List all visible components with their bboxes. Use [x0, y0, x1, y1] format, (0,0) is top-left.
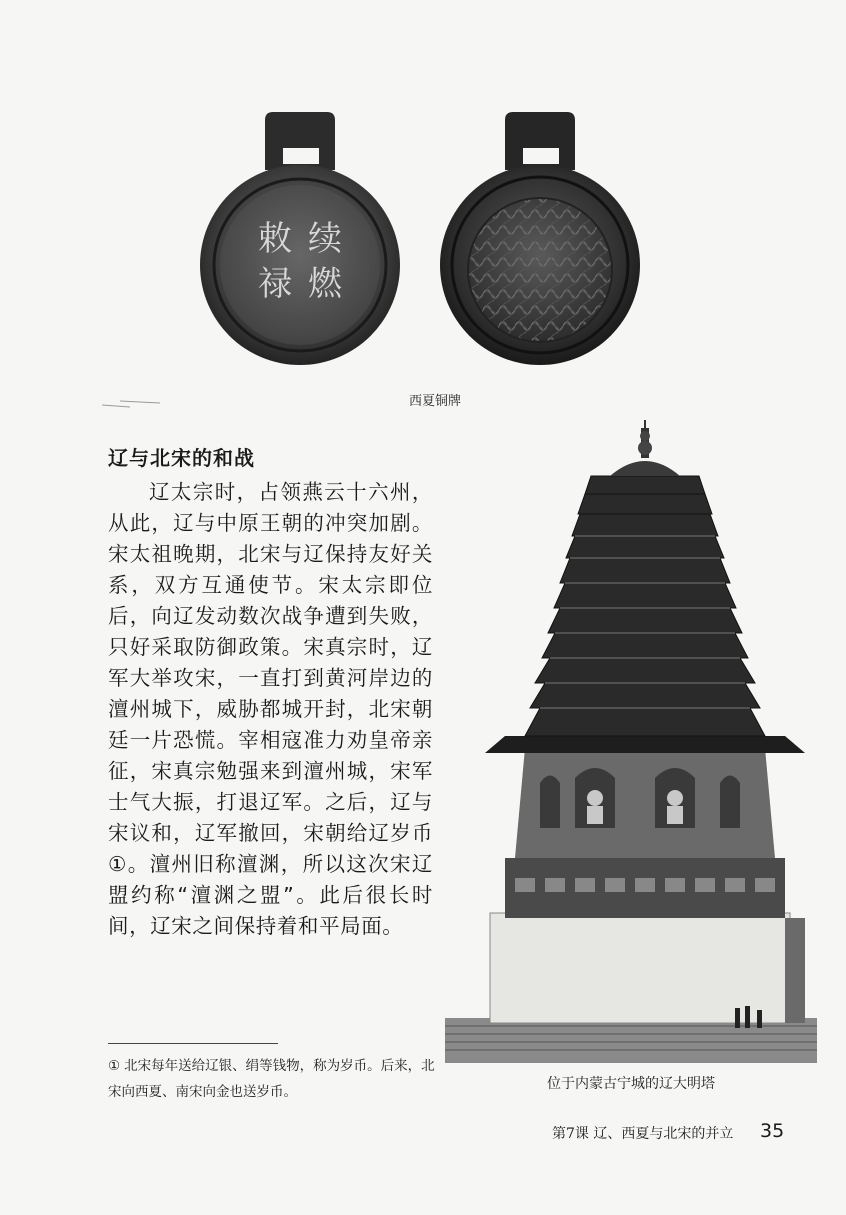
footnote-marker: ①	[108, 1058, 121, 1074]
page-number: 35	[760, 1120, 785, 1142]
plaque-char-4: 禄	[258, 264, 292, 304]
right-plaque	[440, 112, 640, 365]
plaque-char-2: 敕	[258, 219, 292, 259]
left-plaque	[200, 112, 400, 365]
footnote	[108, 1053, 438, 1105]
lesson-footer: 第7课 辽、西夏与北宋的并立	[552, 1126, 734, 1142]
plaque-char-3: 燃	[308, 264, 342, 304]
plaques-caption: 西夏铜牌	[408, 394, 461, 409]
scan-mark	[100, 395, 170, 415]
bronze-plaques-image	[195, 110, 655, 380]
footnote-divider	[108, 1043, 278, 1044]
section-title: 辽与北宋的和战	[108, 446, 255, 470]
pagoda-caption: 位于内蒙古宁城的辽大明塔	[547, 1076, 715, 1092]
liao-pagoda-image	[445, 418, 817, 1063]
section-body: 辽太宗时，占领燕云十六州，从此，辽与中原王朝的冲突加剧。宋太祖晚期，北宋与辽保持友好关系，双方互通使节。宋太宗即位后，向辽发动数次战争遭到失败，只好采取防御政策。宋真宗时，辽军大举攻宋，一直打到黄河岸边的澶州城下，威胁都城开封，北宋朝廷一片恐慌。宰相寇准力劝皇帝亲征，宋真宗勉强来到澶州城，宋军士气大振，打退辽军。之后，辽与宋议和，辽军撤回，宋朝给辽岁币①。澶州旧称澶渊，所以这次宋辽盟约称“澶渊之盟”。此后很长时间，辽宋之间保持着和平局面。	[108, 480, 433, 938]
plaque-char-1: 续	[308, 219, 342, 259]
footnote-text: 北宋每年送给辽银、绢等钱物，称为岁币。后来，北宋向西夏、南宋向金也送岁币。	[108, 1058, 435, 1100]
